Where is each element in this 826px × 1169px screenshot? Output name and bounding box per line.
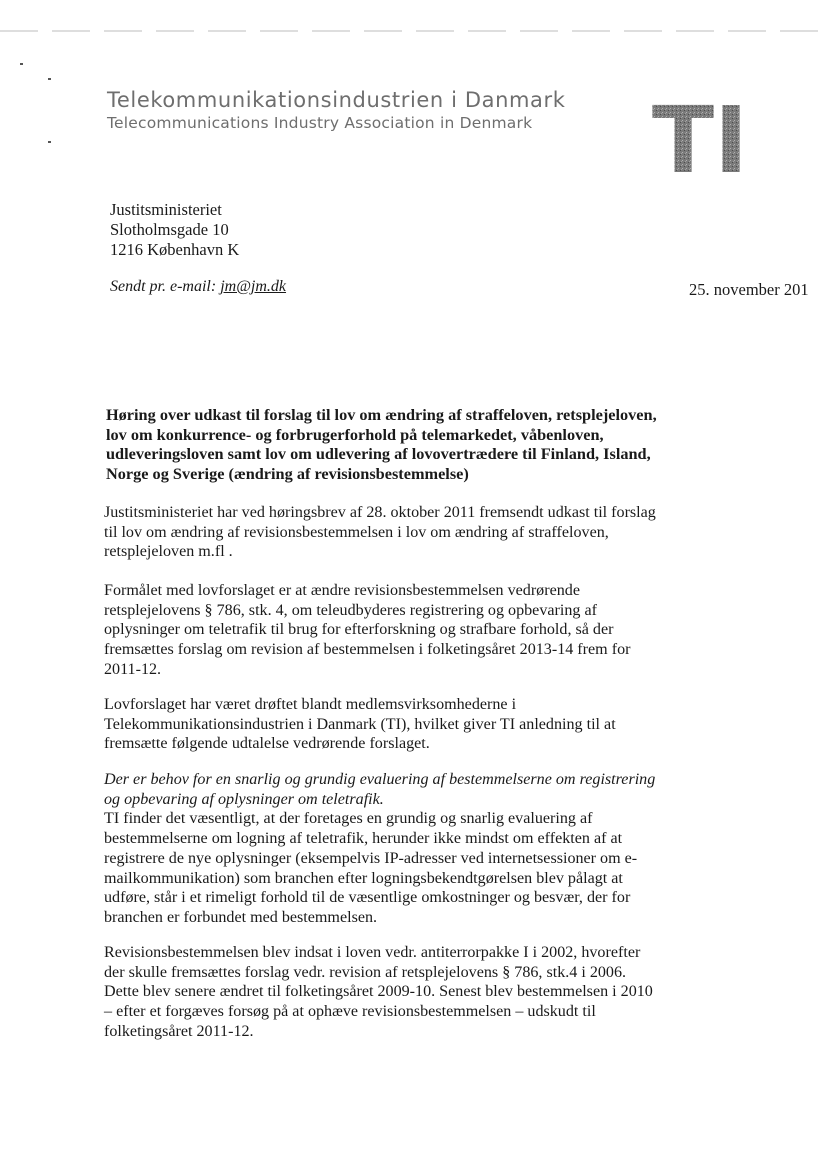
- logo-text: TI: [652, 96, 748, 176]
- paragraph-2: Formålet med lovforslaget er at ændre revisionsbestemmelsen vedrørende retsplejelovens § 786, stk. 4, om teleudbyderes registrering og opbevaring af oplysninger om teletrafik til brug for efterforskning og strafbare forhold, så der fremsættes forslag om revision af bestemmelsen i folketingsåret 2013-14 frem for 2011-12.: [104, 582, 631, 678]
- sent-by-label: Sendt pr. e-mail:: [110, 278, 217, 295]
- letter-date: 25. november 201: [689, 280, 809, 299]
- scan-artifact-dot: [48, 141, 51, 143]
- recipient-city: 1216 København K: [110, 240, 240, 259]
- recipient-street: Slotholmsgade 10: [110, 220, 229, 239]
- paragraph-4-body: TI finder det væsentligt, at der foretages en grundig og snarlig evaluering af bestemmelserne om logning af teletrafik, herunder ikke mindst om effekten af at registrere de nye oplysninger (eksempelvis IP-adresser ved internetsessioner om e-mailkommunikation) som branchen efter logningsbekendtgørelsen blev pålagt at udføre, står i et rimeligt forhold til de væsentlige omkostninger og besvær, der for branchen er forbundet med bestemmelsen.: [104, 810, 638, 926]
- org-name-english: Telecommunications Industry Association in Denmark: [107, 114, 533, 132]
- ti-logo: [650, 96, 750, 176]
- recipient-name: Justitsministeriet: [110, 200, 222, 219]
- paragraph-5: Revisionsbestemmelsen blev indsat i loven vedr. antiterrorpakke I i 2002, hvorefter der skulle fremsættes forslag vedr. revision af retsplejelovens § 786, stk.4 i 2006. Dette blev senere ændret til folketingsåret 2009-10. Senest blev bestemmelsen i 2010 – efter et forgæves forsøg på at ophæve revisionsbestemmelsen – udskudt til folketingsåret 2011-12.: [104, 944, 653, 1040]
- sent-by-email-link[interactable]: jm@jm.dk: [220, 278, 287, 295]
- paragraph-4: [104, 770, 664, 928]
- letter-subject: Høring over udkast til forslag til lov om ændring af straffeloven, retsplejeloven, lov om konkurrence- og forbrugerforhold på telemarkedet, våbenloven, udleveringsloven samt lov om udlevering af lovovertrædere til Finland, Island, Norge og Sverige (ændring af revisionsbestemmelse): [106, 405, 657, 483]
- org-name-danish: Telekommunikationsindustrien i Danmark: [107, 88, 566, 112]
- recipient-address: [110, 200, 239, 260]
- scan-artifact-dot: [20, 63, 23, 65]
- paragraph-4-heading: Der er behov for en snarlig og grundig evaluering af bestemmelserne om registrering og opbevaring af oplysninger om teletrafik.: [104, 771, 656, 808]
- sent-by-line: [110, 278, 286, 296]
- paragraph-3: Lovforslaget har været drøftet blandt medlemsvirksomhederne i Telekommunikationsindustrien i Danmark (TI), hvilket giver TI anledning til at fremsætte følgende udtalelse vedrørende forslaget.: [104, 696, 616, 753]
- scan-artifact-line: [0, 30, 826, 32]
- paragraph-1: Justitsministeriet har ved høringsbrev af 28. oktober 2011 fremsendt udkast til forslag til lov om ændring af revisionsbestemmelsen i lov om ændring af straffeloven, retsplejeloven m.fl .: [104, 504, 656, 561]
- scan-artifact-dot: [48, 78, 51, 80]
